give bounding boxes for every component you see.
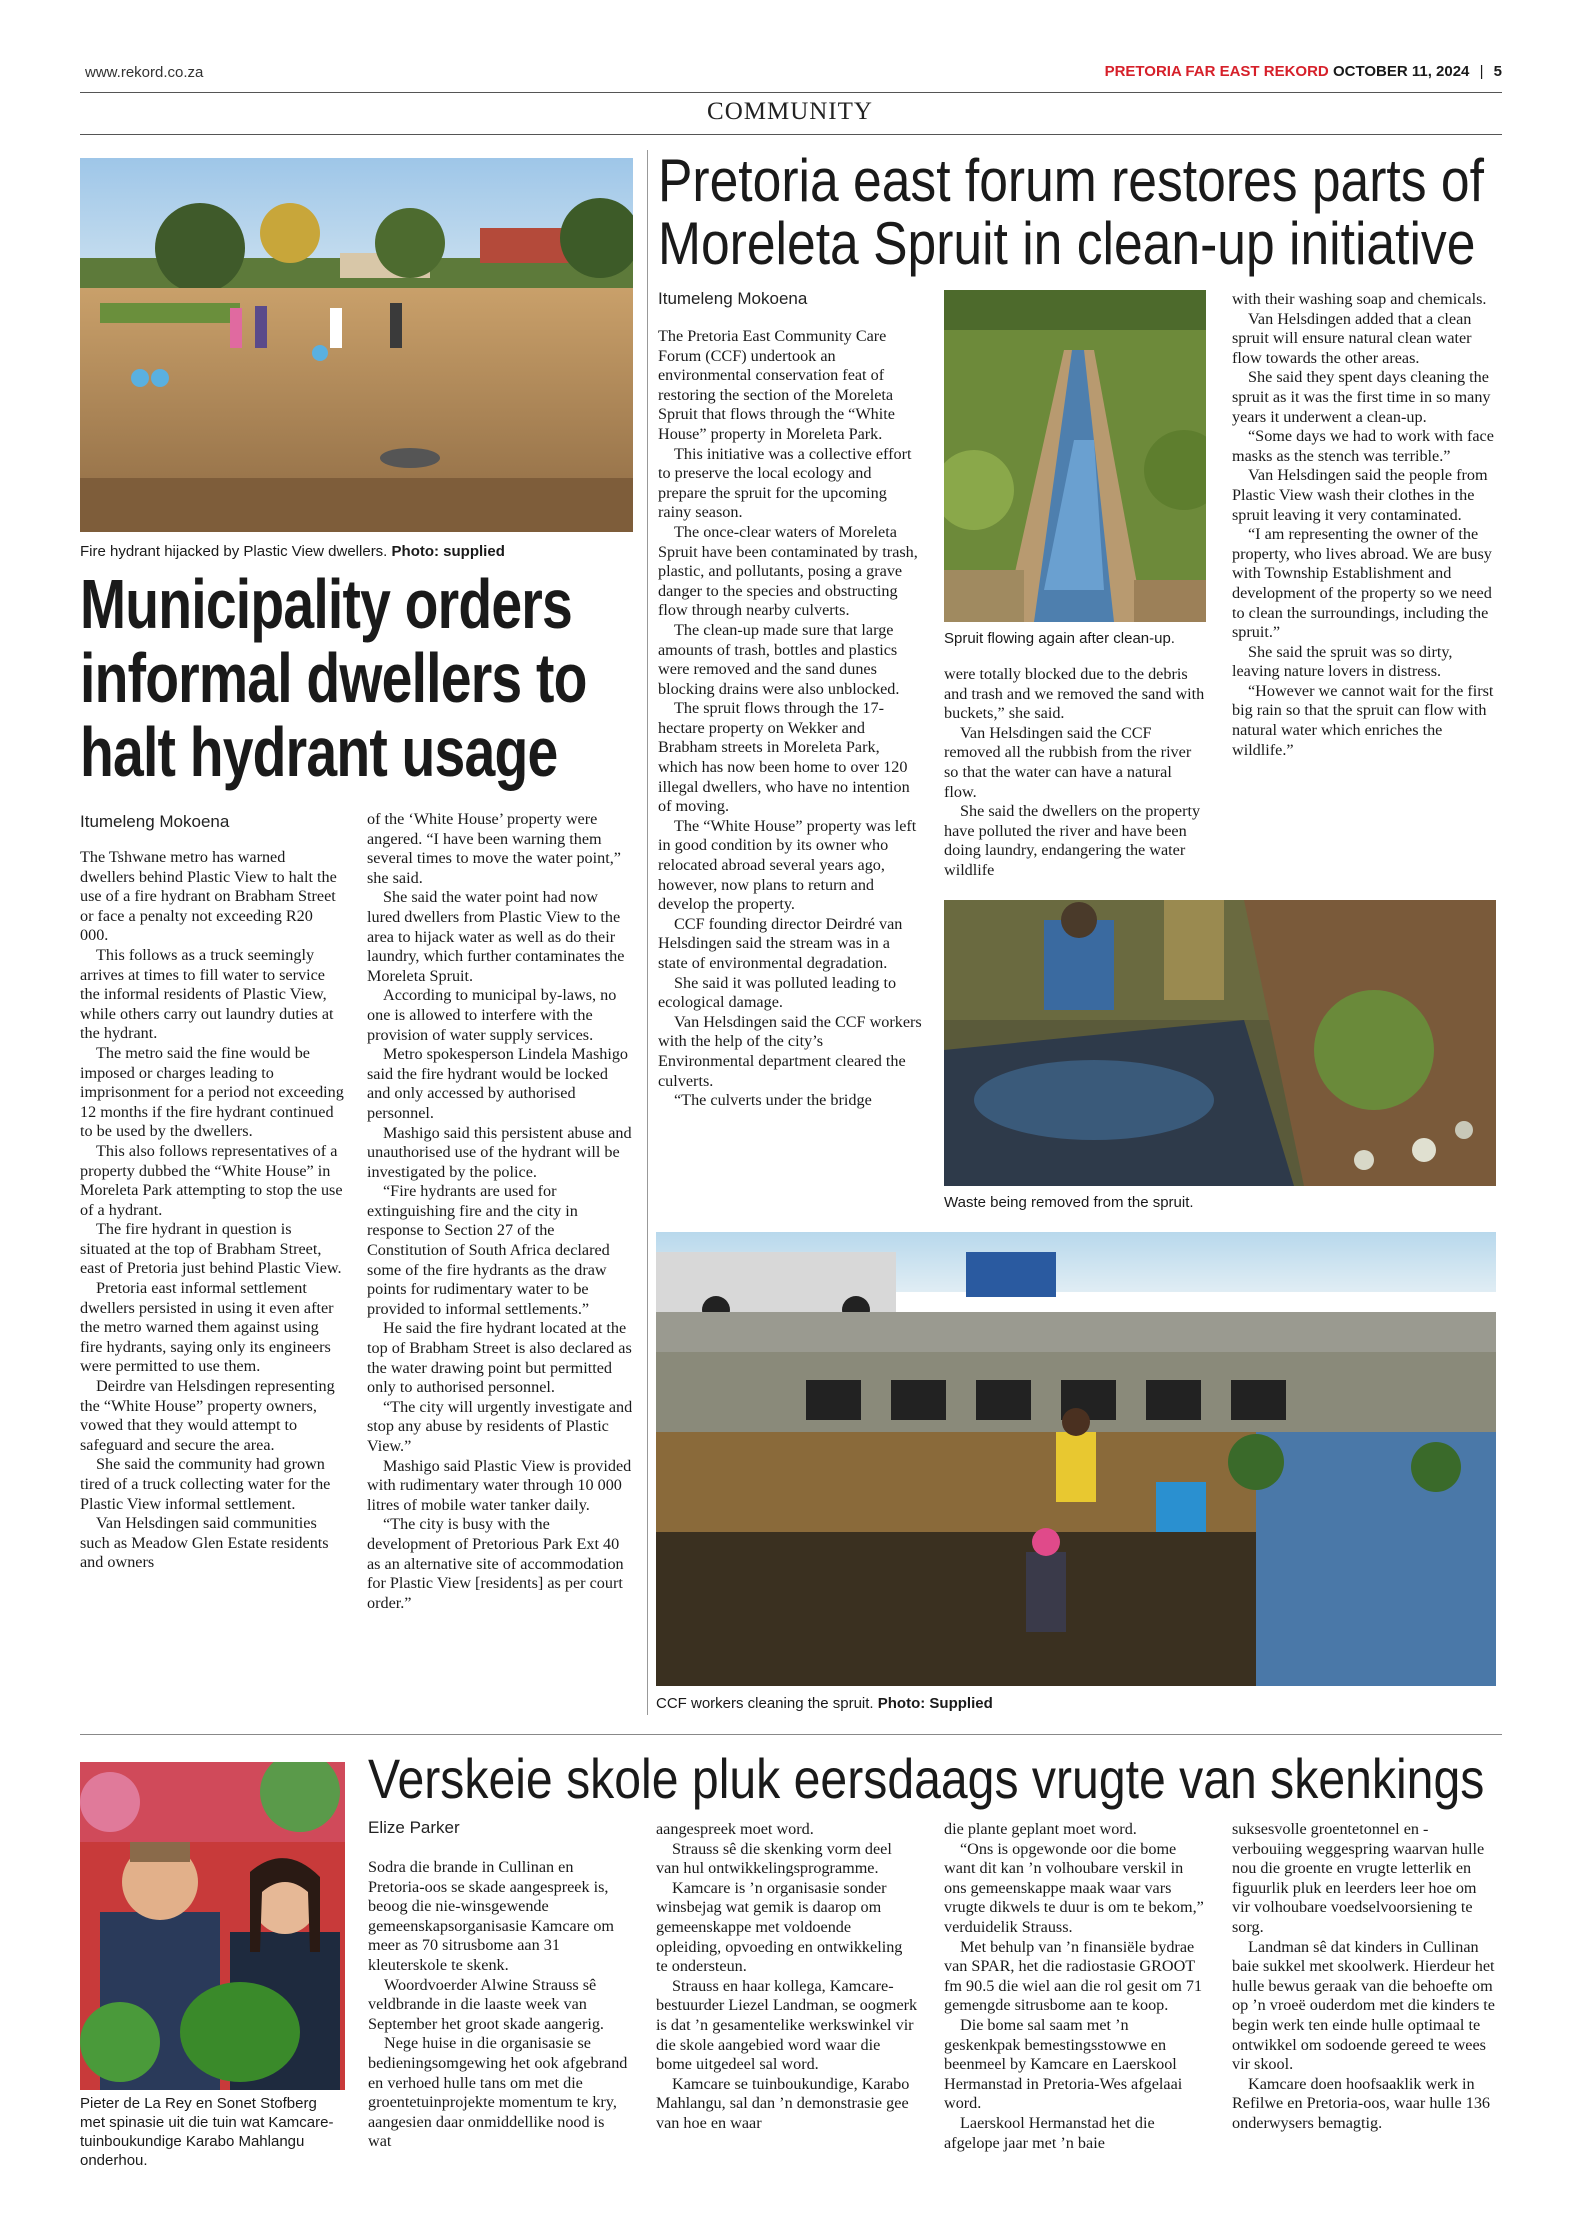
story3-top-rule xyxy=(80,1734,1502,1735)
paragraph: Strauss sê die skenking vorm deel van hul ontwikkelingsprogramme. xyxy=(656,1839,892,1878)
paper-name: PRETORIA FAR EAST REKORD xyxy=(1104,63,1329,80)
story1-headline xyxy=(80,565,640,794)
story3-column-1 xyxy=(368,1858,630,2152)
photo-waste-removal xyxy=(944,900,1496,1186)
header-rule-top xyxy=(80,92,1502,93)
photo-spinach-garden xyxy=(80,1762,345,2090)
paragraph: Kamcare se tuinboukundige, Karabo Mahlangu, sal dan ’n demonstrasie gee van hoe en waar xyxy=(656,2074,910,2132)
paragraph: “The culverts under the bridge xyxy=(674,1091,872,1110)
paragraph: “Some days we had to work with face masks as the stench was terrible.” xyxy=(1232,427,1494,465)
paragraph: The fire hydrant in question is situated at the top of Brabham Street, east of Pretoria just behind Plastic View. xyxy=(80,1220,342,1278)
paragraph: Deirdre van Helsdingen representing the “White House” property owners, vowed that they would attempt to safeguard and secure the area. xyxy=(80,1377,335,1454)
paragraph: “Fire hydrants are used for extinguishing fire and the city in response to Section 27 of the Constitution of South Africa declared some of the fire hydrants as the draw points for rudimentary water to be provided to informal settlements.” xyxy=(367,1182,610,1318)
story1-headline-line1: Municipality orders xyxy=(80,565,573,643)
separator: | xyxy=(1479,63,1484,80)
paragraph: The Tshwane metro has warned dwellers behind Plastic View to halt the use of a fire hydrant on Brabham Street or face a penalty not exceeding R20 000. xyxy=(80,848,337,945)
story1-byline: Itumeleng Mokoena xyxy=(80,812,230,831)
issue-date: OCTOBER 11, 2024 xyxy=(1332,63,1470,80)
waste-removal-caption: Waste being removed from the spruit. xyxy=(944,1194,1194,1211)
paragraph: “The city is busy with the development of Pretorious Park Ext 40 as an alternative site of accommodation for Plastic View [residents] as per court order.” xyxy=(367,1515,624,1612)
caption-text: CCF workers cleaning the spruit. xyxy=(656,1695,874,1712)
paragraph: Landman sê dat kinders in Cullinan baie sukkel met skoolwerk. Hierdeur het hulle bewus geraak van die behoefte om op ’n vroeë ouderdom met die kinders te begin werk ten einde hulle optimaal te ontwikkel om sodoende gereed te wees vir skool. xyxy=(1232,1937,1495,2074)
story1-column-2 xyxy=(367,810,633,1613)
paragraph: Nege huise in die organisasie se bedieningsomgewing het ook afgebrand en verhoed hulle tans om met die groentetuinprojekte momentum te kry, aangesien daar onmiddellike nood is wat xyxy=(368,2034,628,2151)
site-url: www.rekord.co.za xyxy=(85,64,204,81)
paragraph: “The city will urgently investigate and stop any abuse by residents of Plastic View.” xyxy=(367,1397,633,1455)
story3-column-4 xyxy=(1232,1820,1498,2134)
story1-headline-line2: informal dwellers to xyxy=(80,639,587,717)
story2-headline-line2: Moreleta Spruit in clean-up initiative xyxy=(658,210,1476,277)
paragraph: “I am representing the owner of the property, who lives abroad. We are busy with Township Establishment and development of the property so we need to clean the surroundings, including the spruit.” xyxy=(1232,525,1492,642)
story2-byline: Itumeleng Mokoena xyxy=(658,289,808,308)
paragraph: She said it was polluted leading to ecological damage. xyxy=(658,973,897,1012)
paragraph: Kamcare is ’n organisasie sonder winsbejag wat gemik is daarop om gemeenskappe met voldoende opleiding, opvoeding en ontwikkeling te ondersteun. xyxy=(656,1878,903,1976)
paragraph: aangespreek moet word. xyxy=(656,1820,814,1838)
paragraph: Met behulp van ’n finansiële bydrae van SPAR, het die radiostasie GROOT fm 90.5 die wiel aan die rol gesit om 71 gemengde sitrusbome aan te koop. xyxy=(944,1937,1203,2015)
paragraph: Van Helsdingen said communities such as Meadow Glen Estate residents and owners xyxy=(80,1514,329,1572)
paragraph: According to municipal by-laws, no one is allowed to interfere with the provision of water supply services. xyxy=(367,986,617,1044)
photo-ccf-workers xyxy=(656,1232,1496,1686)
paragraph: “Ons is opgewonde oor die bome want dit kan ’n volhoubare verskil in ons gemeenskappe maak waar vars vrugte dikwels te duur is om te bekom,” verduidelik Strauss. xyxy=(944,1839,1204,1936)
spinach-photo-caption: Pieter de La Rey en Sonet Stofberg met spinasie uit die tuin wat Kamcare-tuinboukundige Karabo Mahlangu onderhou. xyxy=(80,2095,334,2169)
caption-credit: Photo: supplied xyxy=(391,543,505,560)
paragraph: The “White House” property was left in good condition by its owner who relocated abroad several years ago, however, now plans to return and develop the property. xyxy=(658,816,917,914)
story2-headline-line1: Pretoria east forum restores parts of xyxy=(658,147,1484,214)
paragraph: of the ‘White House’ property were angered. “I have been warning them several times to move the water point,” she said. xyxy=(367,810,621,887)
story1-column-1 xyxy=(80,848,344,1573)
paragraph: The spruit flows through the 17-hectare property on Wekker and Brabham streets in Moreleta Park, which has now been home to over 120 illegal dwellers, who have no intention of moving. xyxy=(658,699,910,816)
story3-headline-text: Verskeie skole pluk eersdaags vrugte van skenkings xyxy=(368,1747,1485,1810)
paragraph: Mashigo said this persistent abuse and unauthorised use of the hydrant will be investigated by the police. xyxy=(367,1123,632,1181)
paragraph: She said they spent days cleaning the spruit as it was the first time in so many years it underwent a clean-up. xyxy=(1232,368,1491,426)
paragraph: suksesvolle groentetonnel en -verbouiing weggespring waarvan hulle nou die groente en vrugte letterlik en figuurlik pluk en leerders leer hoe om vir volhoubare voedselvoorsiening te sorg. xyxy=(1232,1820,1485,1936)
paragraph: Van Helsdingen said the CCF workers with the help of the city’s Environmental department cleared the culverts. xyxy=(658,1012,922,1090)
paragraph: She said the community had grown tired of a truck collecting water for the Plastic View informal settlement. xyxy=(80,1455,331,1513)
story2-column-3 xyxy=(1232,290,1498,760)
paragraph: Laerskool Hermanstad het die afgelope jaar met ’n baie xyxy=(944,2113,1155,2152)
paragraph: This follows as a truck seemingly arrives at times to fill water to service the informal residents of Plastic View, while others carry out laundry duties at the hydrant. xyxy=(80,945,334,1043)
paragraph: “However we cannot wait for the first big rain so that the spruit can flow with natural water which enriches the wildlife.” xyxy=(1232,681,1494,759)
story2-column-2 xyxy=(944,665,1206,881)
paragraph: Kamcare doen hoofsaaklik werk in Refilwe en Pretoria-oos, waar hulle 136 onderwysers bemagtig. xyxy=(1232,2074,1491,2132)
paragraph: The once-clear waters of Moreleta Spruit have been contaminated by trash, plastic, and pollutants, posing a grave danger to the species and obstructing flow through nearby culverts. xyxy=(658,522,918,620)
photo-spruit-flowing xyxy=(944,290,1206,622)
hydrant-photo-caption xyxy=(80,542,640,561)
story2-headline xyxy=(658,147,1508,280)
paragraph: Die bome sal saam met ’n geskenkpak bemestingsstowwe en beenmeel by Kamcare en Laerskool Hermanstad in Pretoria-Wes afgelaai word. xyxy=(944,2015,1183,2113)
header-rule-bottom xyxy=(80,134,1502,135)
paragraph: This also follows representatives of a property dubbed the “White House” in Moreleta Park attempting to stop the use of a hydrant. xyxy=(80,1141,343,1219)
story1-headline-line3: halt hydrant usage xyxy=(80,713,558,791)
paragraph: were totally blocked due to the debris and trash and we removed the sand with buckets,” she said. xyxy=(944,665,1205,723)
paragraph: Van Helsdingen added that a clean spruit will ensure natural clean water flow towards the other areas. xyxy=(1232,309,1472,367)
page-number: 5 xyxy=(1493,63,1502,80)
paragraph: Mashigo said Plastic View is provided with rudimentary water through 10 000 litres of mobile water tanker daily. xyxy=(367,1456,632,1514)
masthead-line xyxy=(1105,63,1502,80)
paragraph: She said the water point had now lured dwellers from Plastic View to the area to hijack water as well as do their laundry, which further contaminates the Moreleta Spruit. xyxy=(367,888,625,985)
paragraph: die plante geplant moet word. xyxy=(944,1820,1137,1838)
ccf-workers-caption xyxy=(656,1694,1496,1713)
paragraph: This initiative was a collective effort to preserve the local ecology and prepare the spruit for the upcoming rainy season. xyxy=(658,444,912,522)
story3-column-3 xyxy=(944,1820,1208,2153)
story3-headline xyxy=(368,1748,1508,1812)
section-label: COMMUNITY xyxy=(707,98,873,125)
paragraph: The Pretoria East Community Care Forum (CCF) undertook an environmental conservation feat of restoring the section of the Moreleta Spruit that flows through the “White House” property in Moreleta Park. xyxy=(658,327,895,443)
paragraph: She said the spruit was so dirty, leaving nature lovers in distress. xyxy=(1232,642,1453,681)
story2-column-1 xyxy=(658,327,922,1111)
paragraph: with their washing soap and chemicals. xyxy=(1232,290,1487,308)
paragraph: He said the fire hydrant located at the top of Brabham Street is also declared as the water drawing point but permitted only to authorised personnel. xyxy=(367,1319,632,1397)
column-divider xyxy=(647,150,648,1715)
paragraph: The clean-up made sure that large amounts of trash, bottles and plastics were removed and the sand dunes blocking drains were also unblocked. xyxy=(658,620,900,698)
paragraph: Woordvoerder Alwine Strauss sê veldbrande in die laaste week van September het groot skade aangerig. xyxy=(368,1975,604,2033)
story3-byline: Elize Parker xyxy=(368,1818,460,1837)
caption-text: Fire hydrant hijacked by Plastic View dwellers. xyxy=(80,543,388,560)
caption-credit: Photo: Supplied xyxy=(877,1695,993,1712)
paragraph: Van Helsdingen said the people from Plastic View wash their clothes in the spruit leaving it very contaminated. xyxy=(1232,466,1488,524)
paragraph: She said the dwellers on the property have polluted the river and have been doing laundry, endangering the water wildlife xyxy=(944,802,1201,879)
paragraph: Pretoria east informal settlement dwellers persisted in using it even after the metro warned them against using fire hydrants, saying only its engineers were permitted to use them. xyxy=(80,1279,334,1376)
spruit-flowing-caption: Spruit flowing again after clean-up. xyxy=(944,630,1175,647)
paragraph: CCF founding director Deirdré van Helsdingen said the stream was in a state of environmental degradation. xyxy=(658,914,903,972)
photo-hydrant-dwellers xyxy=(80,158,633,532)
paragraph: Metro spokesperson Lindela Mashigo said the fire hydrant would be locked and only accessed by authorised personnel. xyxy=(367,1045,629,1122)
paragraph: Sodra die brande in Cullinan en Pretoria-oos se skade aangespreek is, beoog die nie-winsgewende gemeenskapsorganisasie Kamcare om meer as 70 sitrusbome aan 31 kleuterskole te skenk. xyxy=(368,1858,615,1974)
paragraph: Van Helsdingen said the CCF removed all the rubbish from the river so that the water can have a natural flow. xyxy=(944,723,1192,801)
paragraph: Strauss en haar kollega, Kamcare-bestuurder Liezel Landman, se oogmerk is dat ’n gesamentelike werkswinkel vir die skole aangebied word waar die bome uitgedeel sal word. xyxy=(656,1976,918,2074)
paragraph: The metro said the fine would be imposed or charges leading to imprisonment for a period not exceeding 12 months if the fire hydrant continued to be used by the dwellers. xyxy=(80,1043,344,1141)
story3-column-2 xyxy=(656,1820,918,2134)
